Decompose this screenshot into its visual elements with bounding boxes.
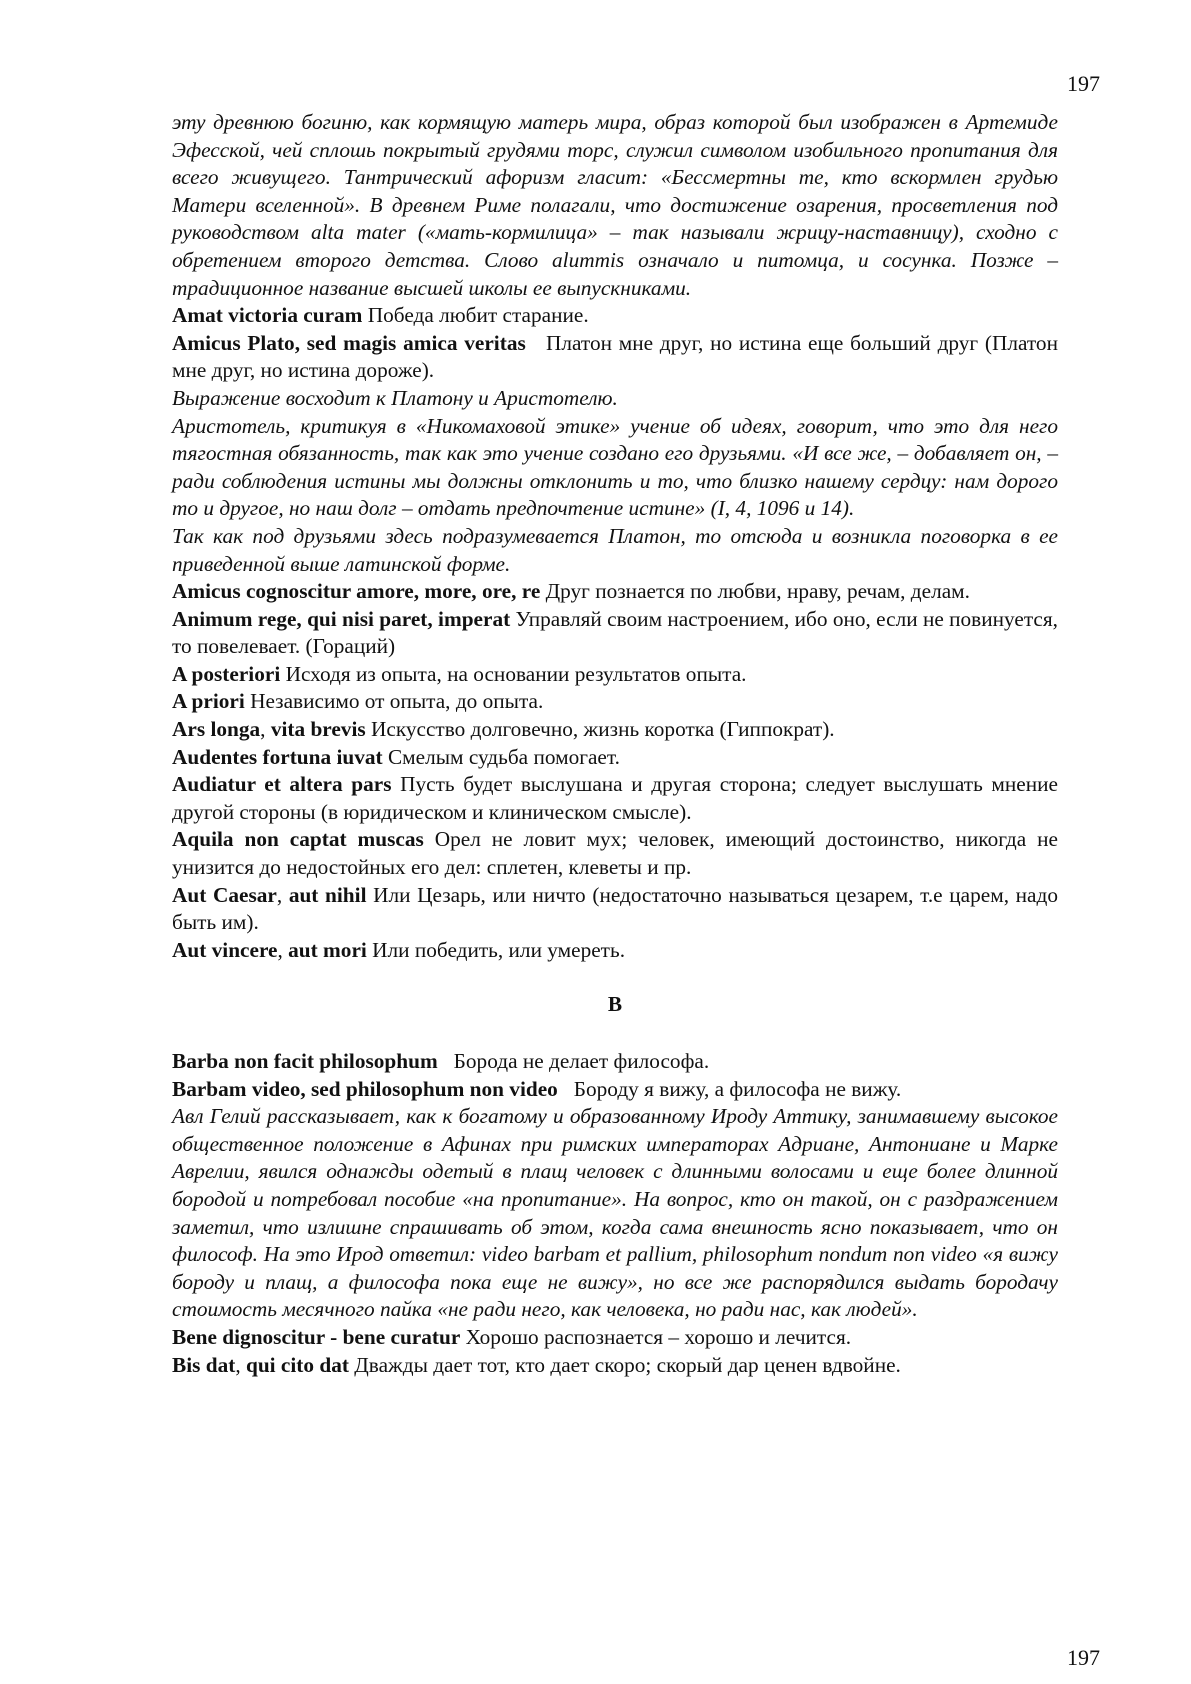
note-paragraph: Выражение восходит к Платону и Аристотелю. [172, 385, 618, 410]
entry [172, 1048, 1058, 1076]
entry-term: Barba non facit philosophum [172, 1049, 438, 1073]
entry-term: Aut vincere [172, 937, 278, 962]
entry [172, 1352, 1058, 1380]
entry [172, 688, 1058, 716]
intro-paragraph: эту древнюю богиню, как кормящую матерь мира, образ которой был изображен в Артемиде Эфесской, чей сплошь покрытый грудями торс, служил символом изобильного пропитания для всего живущего. Тантрический афоризм гласит: «Бессмертны те, кто вскормлен грудью Матери вселенной». В древнем Риме полагали, что достижение озарения, просветления под руководством alta mater («мать-кормилица» – так называли жрицу-наставницу), сходно с обретением второго детства. Слово aluттis означало и питомца, и сосунка. Позже – традиционное название высшей школы ее выпускниками. [172, 110, 1058, 300]
entry-text: Пусть будет выслушана и другая сторона; следует выслушать мнение другой стороны (в юридическом и клиническом смысле). [172, 772, 1058, 824]
entry-term: Bis dat [172, 1352, 236, 1377]
entry [172, 716, 1058, 744]
entry [172, 302, 1058, 330]
entry-separator: , [277, 937, 289, 962]
entry-text: Или Цезарь, или ничто (недостаточно называться цезарем, т.е царем, надо быть им). [172, 882, 1058, 935]
note-paragraph: Авл Гелий рассказывает, как к богатому и образованному Ироду Аттику, занимавшему высокое общественное положение в Афинах при римских императорах Адриане, Антониане и Марке Аврелии, явился однажды одетый в плащ человек с длинными волосами и еще более длинной бородой и потребовал пособие «на пропитание». На вопрос, кто он такой, он с раздражением заметил, что излишне спрашивать об этом, когда сама внешность ясно показывает, что он философ. На это Ирод ответил: video barbam et pallium, philosophum nondum non video «я вижу бороду и плащ, а философа пока еще не вижу», но все же распорядился выдать бородачу стоимость месячного пайка «не ради него, как человека, но ради нас, как людей». [172, 1104, 1058, 1322]
entry [172, 1076, 1058, 1104]
entry-term: Bene dignoscitur - bene curatur [172, 1324, 461, 1349]
entry-text: Искусство долговечно, жизнь коротка (Гиппократ). [365, 717, 835, 742]
entry [172, 661, 1058, 689]
entry-term: Aquila non captat muscas [172, 827, 424, 852]
entry-term: vita brevis [270, 717, 366, 742]
entry-text: Друг познается по любви, нраву, речам, делам. [540, 579, 970, 604]
entry [172, 578, 1058, 606]
entry-text: Управляй своим настроением, ибо оно, если не повинуется, то повелевает. (Гораций) [172, 606, 1058, 659]
entry-text: Или победить, или умереть. [366, 937, 626, 962]
entry-text: Исходя из опыта, на основании результатов опыта. [280, 661, 747, 686]
note-paragraph: Аристотель, критикуя в «Никомаховой этике» учение об идеях, говорит, что это для него тягостная обязанность, так как это учение создано его друзьями. «И все же, – добавляет он, – ради соблюдения истины мы должны отклонить и то, что близко нашему сердцу: нам дорого то и другое, но наш долг – отдать предпочтение истине» (I, 4, 1096 и 14). [172, 413, 1058, 521]
entry-term: Audentes fortuna iuvat [172, 744, 383, 769]
entry-term: Animum rege, qui nisi paret, imperat [172, 606, 511, 631]
entry-term: qui cito dat [245, 1352, 349, 1377]
entry-term: Amat victoria curam [172, 303, 363, 328]
entry [172, 882, 1058, 937]
entry-term: aut mori [288, 937, 367, 962]
entry-text: Победа любит старание. [362, 303, 589, 328]
entry-term: A posteriori [172, 661, 281, 686]
entry [172, 606, 1058, 661]
entry-term: Audiatur et altera pars [172, 772, 392, 797]
entry-text: Дважды дает тот, кто дает скоро; скорый дар ценен вдвойне. [348, 1352, 901, 1377]
page-number-bottom: 197 [1067, 1645, 1100, 1670]
entry-separator: , [235, 1352, 246, 1377]
entry-separator: , [276, 882, 289, 907]
entry [172, 771, 1058, 826]
entry [172, 330, 1064, 385]
page-content [172, 109, 1064, 1379]
entry-term: Ars longa [172, 717, 261, 742]
entry-text: Смелым судьба помогает. [382, 744, 620, 769]
entry [172, 744, 1058, 772]
entry-text: Орел не ловит мух; человек, имеющий достоинство, никогда не унизится до недостойных его дел: сплетен, клеветы и пр. [172, 827, 1058, 880]
entry-text: Бороду я вижу, а философа не вижу. [557, 1076, 902, 1101]
entry-term: A priori [172, 689, 245, 714]
entry-text: Хорошо распознается – хорошо и лечится. [460, 1324, 852, 1349]
note-paragraph: Так как под друзьями здесь подразумевается Платон, то отсюда и возникла поговорка в ее приведенной выше латинской форме. [172, 523, 1058, 576]
section-heading: B [607, 992, 623, 1017]
entry-text: Борода не делает философа. [437, 1049, 710, 1073]
entry [172, 937, 1058, 965]
entry-term: Amicus cognoscitur amore, more, ore, re [172, 579, 541, 604]
page-number-top: 197 [1067, 71, 1100, 96]
entry [172, 1324, 1058, 1352]
entry-text: Независимо от опыта, до опыта. [244, 689, 544, 714]
entry-term: Aut Caesar [172, 882, 277, 907]
entry-term: aut nihil [288, 882, 367, 907]
entry-separator: , [260, 717, 271, 742]
entry [172, 826, 1058, 881]
entry-text: Платон мне друг, но истина еще больший друг (Платон мне друг, но истина дороже). [172, 330, 1064, 383]
entry-term: Barbam video, sed philosophum non video [172, 1076, 558, 1101]
entry-term: Amicus Plato, sed magis amica veritas [172, 330, 526, 355]
